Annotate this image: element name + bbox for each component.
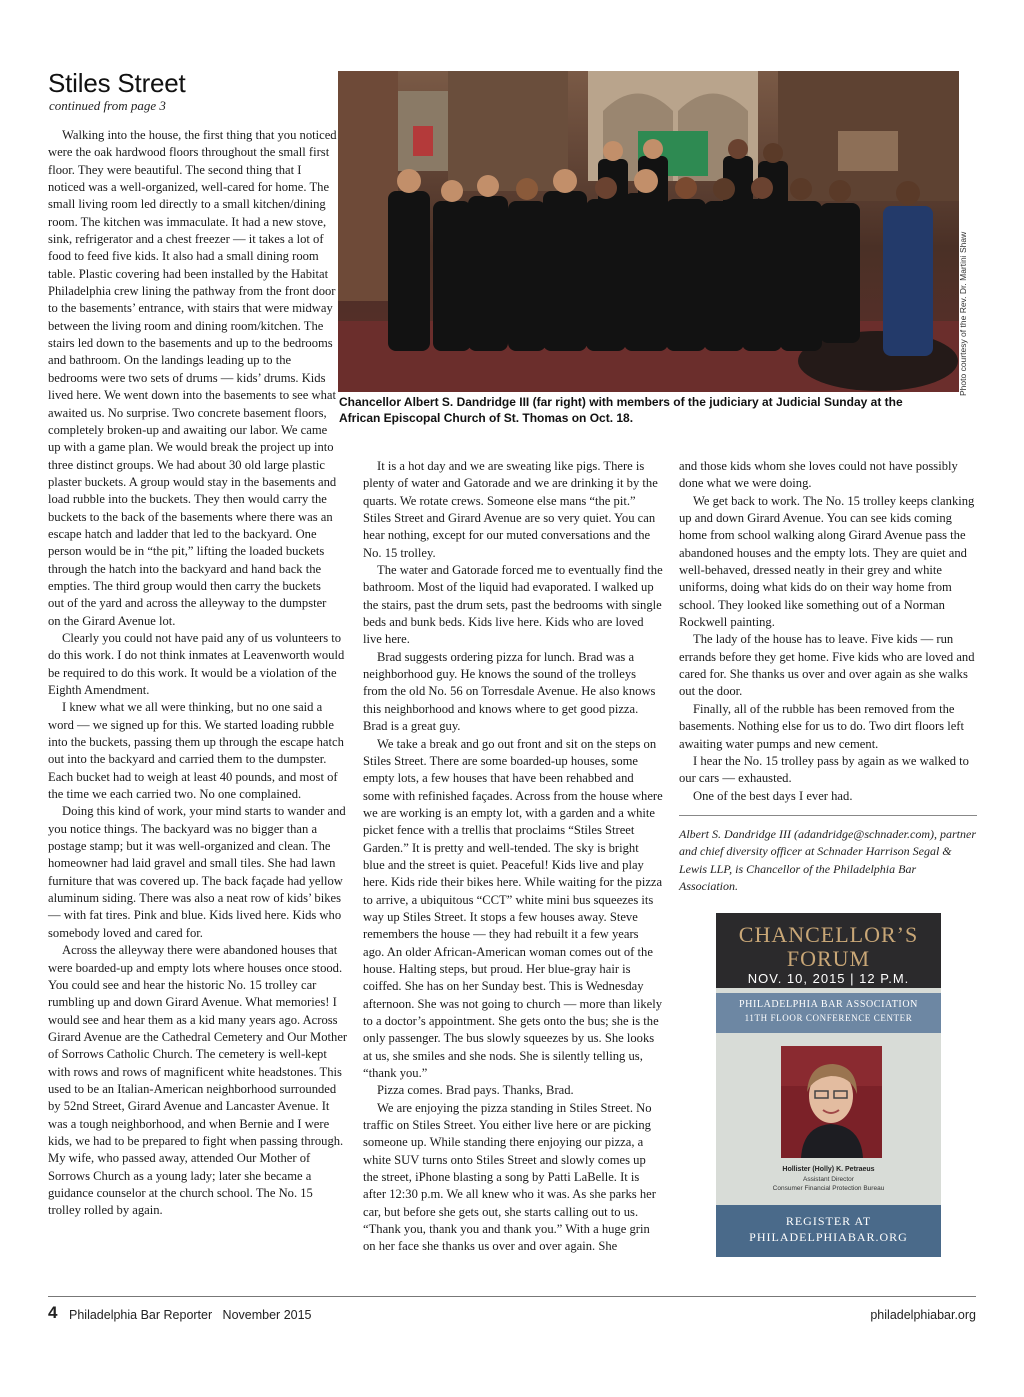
article-column-1 [48,127,348,1220]
paragraph: Across the alleyway there were abandoned houses that were boarded-up and empty lots where houses once stood. You could see and hear the historic No. 15 trolley car rumbling up and down Girard Avenue. What memories! I would see and hear them as a kid many years ago. Across Girard Avenue are the Cathedral Cemetery and Our Mother of Sorrows Catholic Church. The cemetery is well-kept with rows and rows of magnificent white headstones. This used to be an Italian-American neighborhood surrounded by 52nd Street, Girard Avenue and Lancaster Avenue. It was a tough neighborhood, and when Bernie and I were kids, we had to be prepared to fight when passing through. My wife, who passed away, attended Our Mother of Sorrows Church as a young lady; later she became a guidance counselor at the church school. The No. 15 trolley rolled by again. [48,943,348,1218]
paragraph: It is a hot day and we are sweating like pigs. There is plenty of water and Gatorade and we are drinking it by the quarts. We rotate crews. Someone else mans “the pit.” Stiles Street and Girard Avenue are so very quiet. You can hear nothing, except for our muted conversations and the No. 15 trolley. [363,459,658,560]
continued-from: continued from page 3 [49,98,166,113]
chancellors-forum-ad[interactable] [716,913,941,1257]
article-headline: Stiles Street [48,68,186,98]
photo-caption: Chancellor Albert S. Dandridge III (far right) with members of the judiciary at Judicial Sunday at the African Episcopal Church of St. Thomas on Oct. 18. [339,395,903,425]
paragraph: Brad suggests ordering pizza for lunch. Brad was a neighborhood guy. He knows the sound of the trolleys from the old No. 56 on Torresdale Avenue. He also knows this neighborhood and knows where to get good pizza. Brad is a great guy. [363,649,656,734]
paragraph: Finally, all of the rubble has been removed from the basements. Nothing else for us to do. Two dirt floors left awaiting water pumps and new cement. [679,701,965,751]
paragraph: and those kids whom she loves could not have possibly done what we were doing. [679,459,958,491]
speaker-org: Consumer Financial Protection Bureau [772,1185,885,1192]
ad-venue: 11TH FLOOR CONFERENCE CENTER [744,1013,913,1023]
speaker-name: Hollister (Holly) K. Petraeus [782,1166,875,1173]
ad-date: NOV. 10, 2015 | 12 P.M. [747,971,910,986]
paragraph: One of the best days I ever had. [693,788,853,803]
paragraph: Pizza comes. Brad pays. Thanks, Brad. [377,1083,574,1098]
paragraph: Doing this kind of work, your mind starts to wander and you notice things. The backyard was no bigger than a postage stamp; but it was well-organized and clean. The homeowner had laid gravel and small tiles. She had lawn furniture that was covered up. The back façade had yellow aluminum siding. There was also a neat row of kids’ bikes — with fat tires. Pink and blue. Kids lived here. Kids who somebody loved and cared for. [48,804,346,940]
publication-info: Philadelphia Bar Reporter November 2015 [69,1308,312,1322]
speaker-portrait [781,1046,882,1158]
church-scene-illustration [338,71,959,392]
paragraph: The water and Gatorade forced me to eventually find the bathroom. Most of the liquid had evaporated. I walked up the stairs, past the drum sets, past the bedrooms with single beds and bunk beds. Kids live here. Kids who are loved live here. [363,563,663,647]
paragraph: We take a break and go out front and sit on the steps on Stiles Street. There are some boarded-up houses, some empty lots, a few houses that have been rehabbed and some with refinished façades. Across from the house where we are working is an empty lot, with a garden and a white picket fence with a trellis that proclaims “Stiles Street Garden.” It is pretty and well-tended. The sky is bright blue and the street is quiet. Peaceful! Kids live and play here. Kids ride their bikes here. While waiting for the pizza to arrive, a ubiquitous “CCT” white mini bus squeezes its way up Stiles Street. It stops a few houses away. Steve remembers the house — they had rebuilt it a few years ago. An older African-American woman comes out of the house. Halting steps, but proud. Her blue-gray hair is coiffed. She has on her Sunday best. This is Wednesday afternoon. She was not going to church — more than likely to a doctor’s appointment. She gets onto the bus; she is the only passenger. The bus slowly squeezes by us. She looks at us, she smiles and she nods. She is silently telling us, “thank you.” [363,736,663,1081]
ad-org: PHILADELPHIA BAR ASSOCIATION [738,999,919,1010]
register-link[interactable]: PHILADELPHIABAR.ORG [749,1230,908,1244]
paragraph: I hear the No. 15 trolley pass by again as we walked to our cars — exhausted. [679,753,969,786]
author-bio: Albert S. Dandridge III (adandridge@schnader.com), partner and chief diversity officer at Schnader Harrison Segal & Lewis LLP, is Chancellor of the Philadelphia Bar Association. [679,826,976,894]
paragraph: We get back to work. The No. 15 trolley keeps clanking up and down Girard Avenue. You can see kids coming home from school walking along Girard Avenue pass the abandoned houses and the empty lots. They are quiet and well-behaved, dressed neatly in their grey and white uniforms, doing what kids do on their way home from school. They looked like something out of a Norman Rockwell painting. [679,493,975,630]
paragraph: We are enjoying the pizza standing in Stiles Street. No traffic on Stiles Street. You either live here or are picking someone up. While standing there enjoying our pizza, a white SUV turns onto Stiles Street and slowly comes up the street, iPhone blasting a song by Patti LaBelle. It is after 12:30 p.m. We all knew who it was. As she parks her car, but before she gets out, she starts calling out to us. “Thank you, thank you and thank you.” With a huge grin on her face she thanks us over and over again. She [363,1100,656,1254]
paragraph: I knew what we all were thinking, but no one said a word — we signed up for this. We started loading rubble into the buckets, passing them up through the escape hatch out into the backyard and carried them to the dumpster. Each bucket had to weigh at least 40 pounds, and most of the time we each carried two. No one complained. [48,700,344,802]
ad-title: CHANCELLOR’S FORUM [738,922,919,971]
divider [679,815,977,816]
article-column-2 [363,458,663,1256]
speaker-title: Assistant Director [803,1176,854,1183]
paragraph: Walking into the house, the first thing that you noticed were the oak hardwood floors throughout the small first floor. They were beautiful. The second thing that I noticed was a well-organized, well-cared for home. The small living room led directly to a small kitchen/dining room. The kitchen was immaculate. It had a new stove, sink, refrigerator and a chest freezer — it takes a lot of food to feed five kids. It also had a small dining room table. Plastic covering had been installed by the Habitat Philadelphia crew lining the pathway from the front door to the basements’ entrance, with stairs that were midway between the living room and dining room/kitchen. The stairs led down to the basements and up to the bedrooms and bathroom. On the landings leading up to the bedrooms were two sets of drums — kids’ drums. Kids lived here. We went down into the basements to see what awaited us. No surprise. Two concrete basement floors, completely broken-up and awaiting our labor. We came up with a game plan. We would break the project up into three distinct groups. We had about 30 old large plastic plaster buckets. A group would stay in the basements and load rubble into the buckets. They then would carry the buckets to the back of the basements where there was an escape hatch and ladder that led to the backyard. One person would be in “the pit,” lifting the loaded buckets through the hatch into the backyard and hand back the empties. The third group would then carry the buckets out of the yard and across the alleyway to the dumpster on the Girard Avenue lot. [48,128,337,628]
website-link[interactable]: philadelphiabar.org [870,1308,976,1322]
judiciary-group-photo [338,71,959,392]
article-column-3 [679,458,977,896]
paragraph: Clearly you could not have paid any of us volunteers to do this work. I do not think inmates at Leavenworth would be required to do this work. It would be a violation of the Eighth Amendment. [48,630,345,697]
register-label[interactable]: REGISTER AT [785,1214,872,1228]
footer-divider [48,1296,976,1297]
photo-credit: Photo courtesy of the Rev. Dr. Martini Shaw [958,231,968,396]
page-number: 4 [48,1303,58,1322]
paragraph: The lady of the house has to leave. Five kids — run errands before they get home. Five kids who are loved and cared for. She thanks us over and over again as she walks out the door. [679,632,975,699]
